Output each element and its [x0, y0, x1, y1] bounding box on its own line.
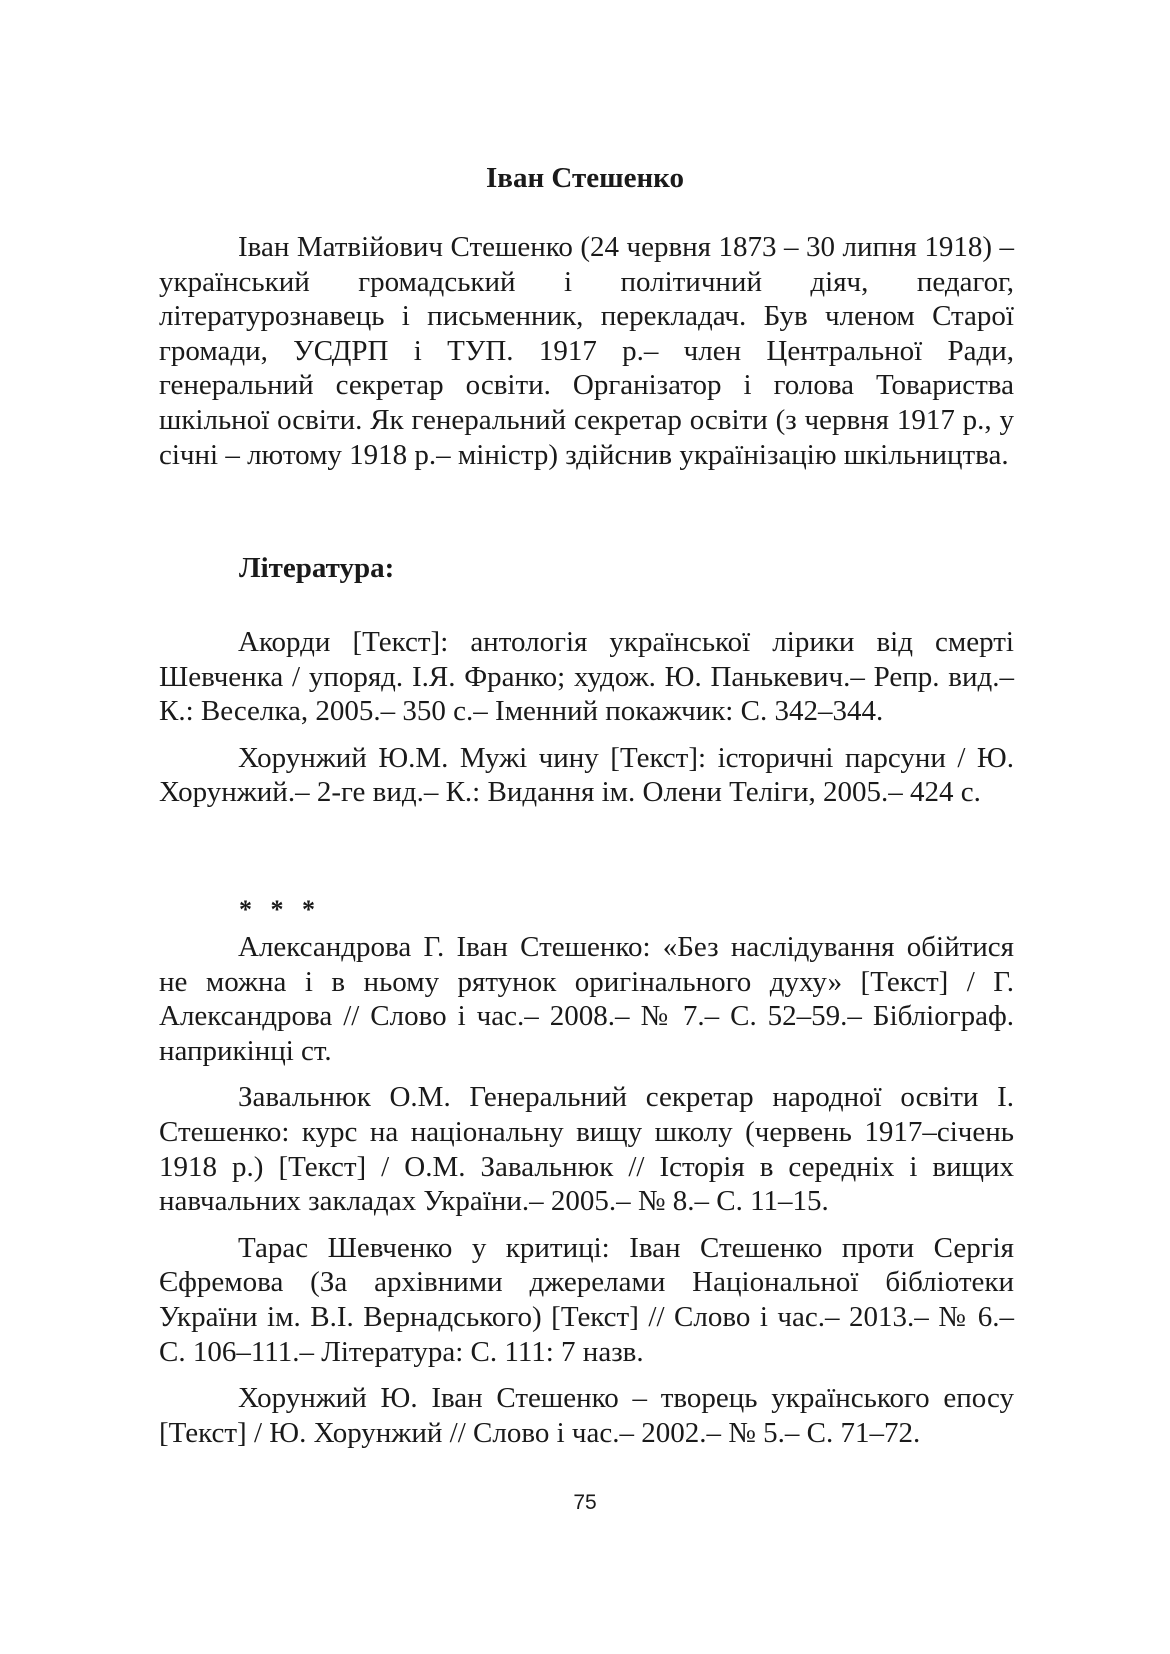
section-separator: * * *: [239, 895, 321, 924]
article-entry: Завальнюк О.М. Генеральний секретар народної освіти І. Стешенко: курс на національну вищу школу (червень 1917–січень 1918 р.) [Текст] / О.М. Завальнюк // Історія в середніх і вищих навчальних закладах України.– 2005.– № 8.– С. 11–15.: [159, 1081, 1014, 1218]
page-title: Іван Стешенко: [486, 162, 684, 194]
biography-section: [159, 230, 1014, 472]
literature-entry: Акорди [Текст]: антологія української лірики від смерті Шевченка / упоряд. І.Я. Франко; худож. Ю. Панькевич.– Репр. вид.– К.: Веселка, 2005.– 350 с.– Іменний покажчик: С. 342–344.: [159, 626, 1014, 728]
article-entry: Тарас Шевченко у критиці: Іван Стешенко проти Сергія Єфремова (За архівними джерелами Національної бібліотеки України ім. В.І. Вернадського) [Текст] // Слово і час.– 2013.– № 6.– С. 106–111.– Література: С. 111: 7 назв.: [159, 1231, 1014, 1368]
literature-entry: Хорунжий Ю.М. Мужі чину [Текст]: історичні парсуни / Ю. Хорунжий.– 2-ге вид.– К.: Видання ім. Олени Теліги, 2005.– 424 с.: [159, 741, 1014, 809]
literature-heading: Література:: [239, 552, 395, 584]
biography-paragraph: Іван Матвійович Стешенко (24 червня 1873 – 30 липня 1918) – український громадський і політичний діяч, педагог, літературознавець і письменник, перекладач. Був членом Старої громади, УСДРП і ТУП. 1917 р.– член Центральної Ради, генеральний секретар освіти. Організатор і голова Товариства шкільної освіти. Як генеральний секретар освіти (з червня 1917 р., у січні – лютому 1918 р.– міністр) здійснив українізацію шкільництва.: [159, 231, 1014, 471]
literature-list: [159, 625, 1014, 810]
article-entry: Александрова Г. Іван Стешенко: «Без наслідування обійтися не можна і в ньому рятунок оригінального духу» [Текст] / Г. Александрова // Слово і час.– 2008.– № 7.– С. 52–59.– Бібліограф. наприкінці ст.: [159, 931, 1014, 1067]
articles-list: [159, 930, 1014, 1450]
page-number: 75: [573, 1491, 597, 1514]
article-entry: Хорунжий Ю. Іван Стешенко – творець українського епосу [Текст] / Ю. Хорунжий // Слово і час.– 2002.– № 5.– С. 71–72.: [159, 1382, 1014, 1449]
